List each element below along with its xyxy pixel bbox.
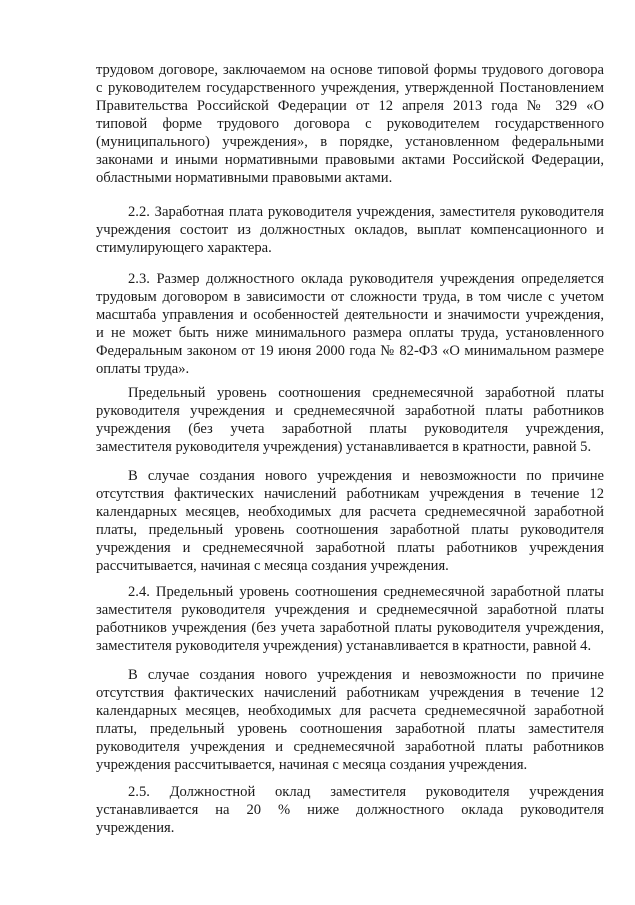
text-line: 2.3. Размер должностного оклада руководителя учреждения определяется bbox=[128, 271, 604, 287]
text-line: Предельный уровень соотношения среднемесячной заработной платы bbox=[128, 385, 604, 401]
text-line: платы, предельный уровень соотношения заработной платы руководителя bbox=[96, 522, 604, 538]
text-line: и не может быть ниже минимального размера оплаты труда, установленного bbox=[96, 325, 604, 341]
paragraph-new-institution-deputy bbox=[96, 666, 604, 774]
text-line: платы, предельный уровень соотношения заработной платы заместителя bbox=[96, 721, 604, 737]
text-line: трудовом договоре, заключаемом на основе типовой формы трудового договора bbox=[96, 62, 604, 78]
text-line: типовой форме трудового договора с руководителем государственного bbox=[96, 116, 604, 132]
text-line: В случае создания нового учреждения и невозможности по причине bbox=[128, 667, 604, 683]
text-line: учреждения и среднемесячной заработной платы работников учреждения bbox=[96, 540, 604, 556]
text-line: 2.5. Должностной оклад заместителя руководителя учреждения bbox=[128, 784, 604, 800]
text-line: работников учреждения (без учета заработной платы руководителя учреждения, bbox=[96, 620, 604, 636]
text-line: отсутствия фактических начислений работникам учреждения в течение 12 bbox=[96, 486, 604, 502]
text-line: руководителя учреждения и среднемесячной заработной платы работников bbox=[96, 739, 604, 755]
text-line: областными нормативными правовыми актами. bbox=[96, 170, 393, 186]
text-line: учреждения. bbox=[96, 820, 175, 836]
text-line: законами и иными нормативными правовыми актами Российской Федерации, bbox=[96, 152, 604, 168]
text-line: календарных месяцев, необходимых для расчета среднемесячной заработной bbox=[96, 504, 604, 520]
text-line: стимулирующего характера. bbox=[96, 240, 272, 256]
paragraph-new-institution-head bbox=[96, 467, 604, 575]
text-line: с руководителем государственного учреждения, утвержденной Постановлением bbox=[96, 80, 604, 96]
text-line: учреждения (без учета заработной платы руководителя учреждения, bbox=[96, 421, 604, 437]
paragraph-ratio-head bbox=[96, 384, 604, 456]
text-line: заместителя руководителя учреждения и среднемесячной заработной платы bbox=[96, 602, 604, 618]
text-line: заместителя руководителя учреждения) устанавливается в кратности, равной 4. bbox=[96, 638, 592, 654]
text-line: заместителя руководителя учреждения) устанавливается в кратности, равной 5. bbox=[96, 439, 592, 455]
text-line: рассчитывается, начиная с месяца создания учреждения. bbox=[96, 558, 449, 574]
text-line: Правительства Российской Федерации от 12 апреля 2013 года № 329 «О bbox=[96, 98, 604, 114]
text-line: (муниципального) учреждения», в порядке, установленном федеральными bbox=[96, 134, 604, 150]
paragraph-2-4 bbox=[96, 583, 604, 655]
text-line: календарных месяцев, необходимых для расчета среднемесячной заработной bbox=[96, 703, 604, 719]
text-line: 2.2. Заработная плата руководителя учреждения, заместителя руководителя bbox=[128, 204, 604, 220]
text-line: учреждения состоит из должностных окладов, выплат компенсационного и bbox=[96, 222, 604, 238]
paragraph-2-2 bbox=[96, 203, 604, 257]
text-line: трудовым договором в зависимости от сложности труда, в том числе с учетом bbox=[96, 289, 604, 305]
paragraph-2-5 bbox=[96, 783, 604, 837]
text-line: 2.4. Предельный уровень соотношения среднемесячной заработной платы bbox=[128, 584, 604, 600]
text-line: устанавливается на 20 % ниже должностного оклада руководителя bbox=[96, 802, 604, 818]
text-line: масштаба управления и особенностей деятельности и значимости учреждения, bbox=[96, 307, 604, 323]
text-line: учреждения рассчитывается, начиная с месяца создания учреждения. bbox=[96, 757, 528, 773]
text-line: отсутствия фактических начислений работникам учреждения в течение 12 bbox=[96, 685, 604, 701]
text-line: руководителя учреждения и среднемесячной заработной платы работников bbox=[96, 403, 604, 419]
text-line: оплаты труда». bbox=[96, 361, 190, 377]
paragraph-2-3 bbox=[96, 270, 604, 378]
text-line: Федеральным законом от 19 июня 2000 года № 82-ФЗ «О минимальном размере bbox=[96, 343, 604, 359]
text-line: В случае создания нового учреждения и невозможности по причине bbox=[128, 468, 604, 484]
paragraph-contract-continuation bbox=[96, 61, 604, 187]
